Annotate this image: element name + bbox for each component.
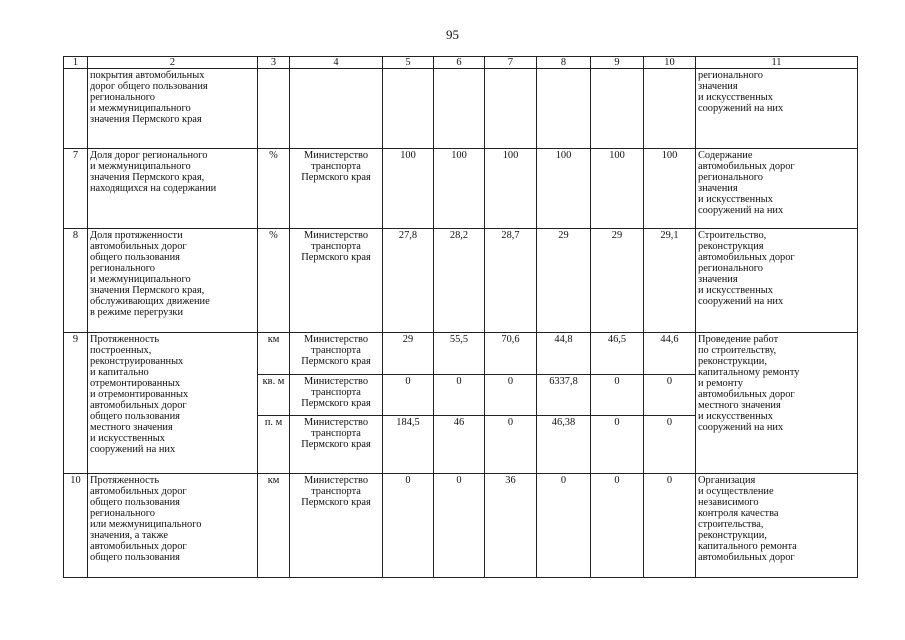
table-row bbox=[64, 149, 858, 229]
value-cell: 0 bbox=[485, 375, 537, 416]
activity-description: регионального значения и искусственных сооружений на них bbox=[696, 69, 858, 149]
value-cell bbox=[434, 69, 485, 149]
value-cell bbox=[537, 69, 591, 149]
value-cell: 100 bbox=[591, 149, 644, 229]
column-header: 6 bbox=[434, 57, 485, 69]
value-cell: 0 bbox=[644, 474, 696, 578]
indicator-name: Доля дорог регионального и межмуниципального значения Пермского края, находящихся на содержании bbox=[88, 149, 258, 229]
org-cell: Министерство транспорта Пермского края bbox=[290, 333, 383, 375]
value-cell: 0 bbox=[644, 375, 696, 416]
activity-description: Организация и осуществление независимого контроля качества строительства, реконструкции, капитального ремонта автомобильных дорог bbox=[696, 474, 858, 578]
value-cell: 0 bbox=[383, 375, 434, 416]
page-number: 95 bbox=[446, 27, 459, 42]
org-cell: Министерство транспорта Пермского края bbox=[290, 375, 383, 416]
unit-cell: % bbox=[258, 229, 290, 333]
column-header: 2 bbox=[88, 57, 258, 69]
indicator-name: Доля протяженности автомобильных дорог общего пользования регионального и межмуниципального значения Пермского края, обслуживающих движение в режиме перегрузки bbox=[88, 229, 258, 333]
org-cell: Министерство транспорта Пермского края bbox=[290, 149, 383, 229]
activity-description: Строительство, реконструкция автомобильных дорог регионального значения и искусственных сооружений на них bbox=[696, 229, 858, 333]
value-cell: 27,8 bbox=[383, 229, 434, 333]
table-row bbox=[64, 229, 858, 333]
unit-cell: кв. м bbox=[258, 375, 290, 416]
value-cell: 44,6 bbox=[644, 333, 696, 375]
org-cell: Министерство транспорта Пермского края bbox=[290, 474, 383, 578]
activity-description: Проведение работ по строительству, реконструкции, капитальному ремонту и ремонту автомобильных дорог местного значения и искусственных сооружений на них bbox=[696, 333, 858, 474]
column-header: 3 bbox=[258, 57, 290, 69]
value-cell: 0 bbox=[383, 474, 434, 578]
unit-cell: п. м bbox=[258, 416, 290, 474]
row-number: 7 bbox=[64, 149, 88, 229]
column-header: 1 bbox=[64, 57, 88, 69]
value-cell: 36 bbox=[485, 474, 537, 578]
unit-cell: % bbox=[258, 149, 290, 229]
column-header: 10 bbox=[644, 57, 696, 69]
value-cell: 29,1 bbox=[644, 229, 696, 333]
value-cell: 46,5 bbox=[591, 333, 644, 375]
indicator-name: покрытия автомобильных дорог общего пользования регионального и межмуниципального значения Пермского края bbox=[88, 69, 258, 149]
value-cell: 0 bbox=[537, 474, 591, 578]
unit-cell: км bbox=[258, 333, 290, 375]
table-row bbox=[64, 69, 858, 149]
indicators-table bbox=[63, 56, 858, 578]
column-header: 9 bbox=[591, 57, 644, 69]
org-cell bbox=[290, 69, 383, 149]
value-cell: 100 bbox=[383, 149, 434, 229]
org-cell: Министерство транспорта Пермского края bbox=[290, 229, 383, 333]
row-number bbox=[64, 69, 88, 149]
value-cell bbox=[591, 69, 644, 149]
value-cell: 0 bbox=[434, 375, 485, 416]
value-cell: 100 bbox=[434, 149, 485, 229]
value-cell bbox=[485, 69, 537, 149]
org-cell: Министерство транспорта Пермского края bbox=[290, 416, 383, 474]
value-cell: 28,7 bbox=[485, 229, 537, 333]
table-row bbox=[64, 333, 858, 375]
value-cell: 6337,8 bbox=[537, 375, 591, 416]
indicator-name: Протяженность автомобильных дорог общего пользования регионального или межмуниципального значения, а также автомобильных дорог общего пользования bbox=[88, 474, 258, 578]
column-header: 8 bbox=[537, 57, 591, 69]
column-header: 5 bbox=[383, 57, 434, 69]
value-cell bbox=[644, 69, 696, 149]
indicator-name: Протяженность построенных, реконструированных и капитально отремонтированных и отремонтированных автомобильных дорог общего пользования местного значения и искусственных сооружений на них bbox=[88, 333, 258, 474]
value-cell: 100 bbox=[537, 149, 591, 229]
value-cell: 29 bbox=[383, 333, 434, 375]
value-cell: 29 bbox=[537, 229, 591, 333]
value-cell: 0 bbox=[434, 474, 485, 578]
value-cell: 28,2 bbox=[434, 229, 485, 333]
value-cell: 100 bbox=[485, 149, 537, 229]
value-cell: 0 bbox=[644, 416, 696, 474]
value-cell: 0 bbox=[591, 375, 644, 416]
unit-cell: км bbox=[258, 474, 290, 578]
row-number: 10 bbox=[64, 474, 88, 578]
value-cell: 184,5 bbox=[383, 416, 434, 474]
column-header: 4 bbox=[290, 57, 383, 69]
value-cell: 0 bbox=[591, 474, 644, 578]
value-cell: 70,6 bbox=[485, 333, 537, 375]
row-number: 9 bbox=[64, 333, 88, 474]
value-cell: 0 bbox=[485, 416, 537, 474]
value-cell: 46,38 bbox=[537, 416, 591, 474]
value-cell: 44,8 bbox=[537, 333, 591, 375]
unit-cell bbox=[258, 69, 290, 149]
activity-description: Содержание автомобильных дорог регионального значения и искусственных сооружений на них bbox=[696, 149, 858, 229]
value-cell: 46 bbox=[434, 416, 485, 474]
value-cell: 29 bbox=[591, 229, 644, 333]
value-cell bbox=[383, 69, 434, 149]
value-cell: 55,5 bbox=[434, 333, 485, 375]
row-number: 8 bbox=[64, 229, 88, 333]
column-header: 11 bbox=[696, 57, 858, 69]
value-cell: 100 bbox=[644, 149, 696, 229]
table-header-row bbox=[64, 57, 858, 69]
column-header: 7 bbox=[485, 57, 537, 69]
table-row bbox=[64, 474, 858, 578]
value-cell: 0 bbox=[591, 416, 644, 474]
